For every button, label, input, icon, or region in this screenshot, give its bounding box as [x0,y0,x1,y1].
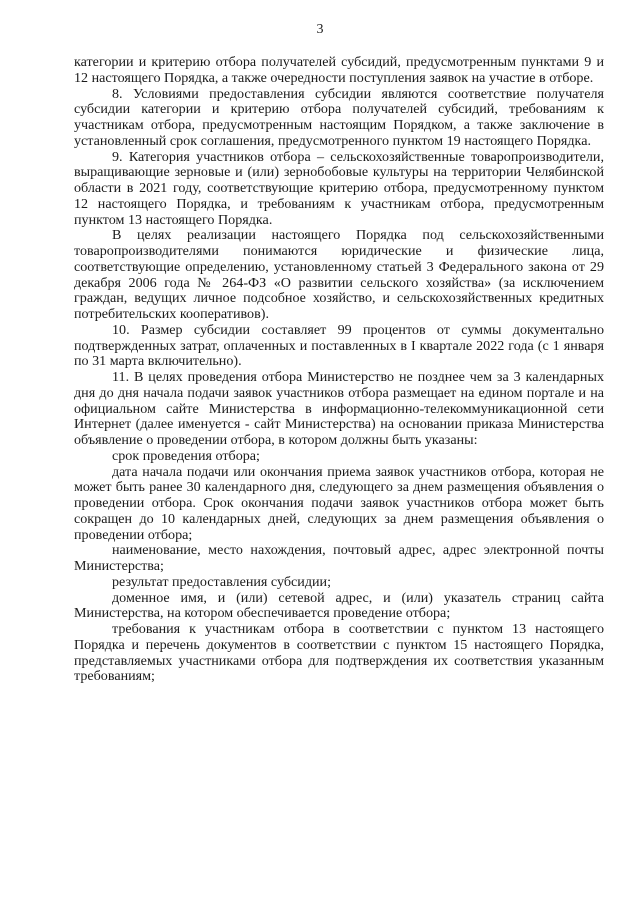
list-item-selection-period: срок проведения отбора; [112,447,260,464]
paragraph-clause-9: 9. Категория участников отбора – сельскохозяйственные товаропроизводители, выращивающие зерновые и (или) зернобобовые культуры на территории Челябинской области в 2021 году, соответствующие критерию отбора, предусмотренному пунктом 12 настоящего Порядка, и требованиям к участникам отбора, предусмотренным пунктом 13 настоящего Порядка. [74,148,604,228]
paragraph-continuation: категории и критерию отбора получателей субсидий, предусмотренным пунктами 9 и 12 настоящего Порядка, а также очередности поступления заявок на участие в отборе. [74,54,604,86]
paragraph-clause-11: 11. В целях проведения отбора Министерство не позднее чем за 3 календарных дня до дня начала подачи заявок участников отбора размещает на едином портале и на официальном сайте Министерства в информационно-телекоммуникационной сети Интернет (далее именуется - сайт Министерства) на основании приказа Министерства объявление о проведении отбора, в котором должны быть указаны: [74,369,604,448]
list-item-subsidy-result: результат предоставления субсидии; [112,573,331,590]
paragraph-clause-8: 8. Условиями предоставления субсидии являются соответствие получателя субсидии категории и критерию отбора получателей субсидий, требованиям к участникам отбора, предусмотренным настоящим Порядком, а также заключение в установленный срок соглашения, предусмотренного пунктом 19 настоящего Порядка. [74,85,604,149]
list-item-participant-requirements: требования к участникам отбора в соответствии с пунктом 13 настоящего Порядка и перечень документов в соответствии с пунктом 15 настоящего Порядка, представляемых участниками отбора для подтверждения их соответствия указанным требованиям; [74,621,604,685]
list-item-ministry-contacts: наименование, место нахождения, почтовый адрес, адрес электронной почты Министерства; [74,542,604,574]
page-number: 3 [316,22,324,37]
paragraph-definition: В целях реализации настоящего Порядка под сельскохозяйственными товаропроизводителями понимаются юридические и физические лица, соответствующие определению, установленному статьей 3 Федерального закона от 29 декабря 2006 года № 264-ФЗ «О развитии сельского хозяйства» (за исключением граждан, ведущих личное подсобное хозяйство, и сельскохозяйственных кредитных потребительских кооперативов). [74,227,604,322]
paragraph-clause-10: 10. Размер субсидии составляет 99 процентов от суммы документально подтвержденных затрат, оплаченных и поставленных в I квартале 2022 года (с 1 января по 31 марта включительно). [74,321,604,370]
list-item-application-dates: дата начала подачи или окончания приема заявок участников отбора, которая не может быть ранее 30 календарного дня, следующего за днем размещения объявления о проведении отбора. Срок окончания подачи заявок участников отбора может быть сокращен до 10 календарных дней, следующих за днем размещения объявления о проведении отбора; [74,463,604,543]
document-body [74,55,604,685]
list-item-website: доменное имя, и (или) сетевой адрес, и (или) указатель страниц сайта Министерства, на котором обеспечивается проведение отбора; [74,589,604,622]
